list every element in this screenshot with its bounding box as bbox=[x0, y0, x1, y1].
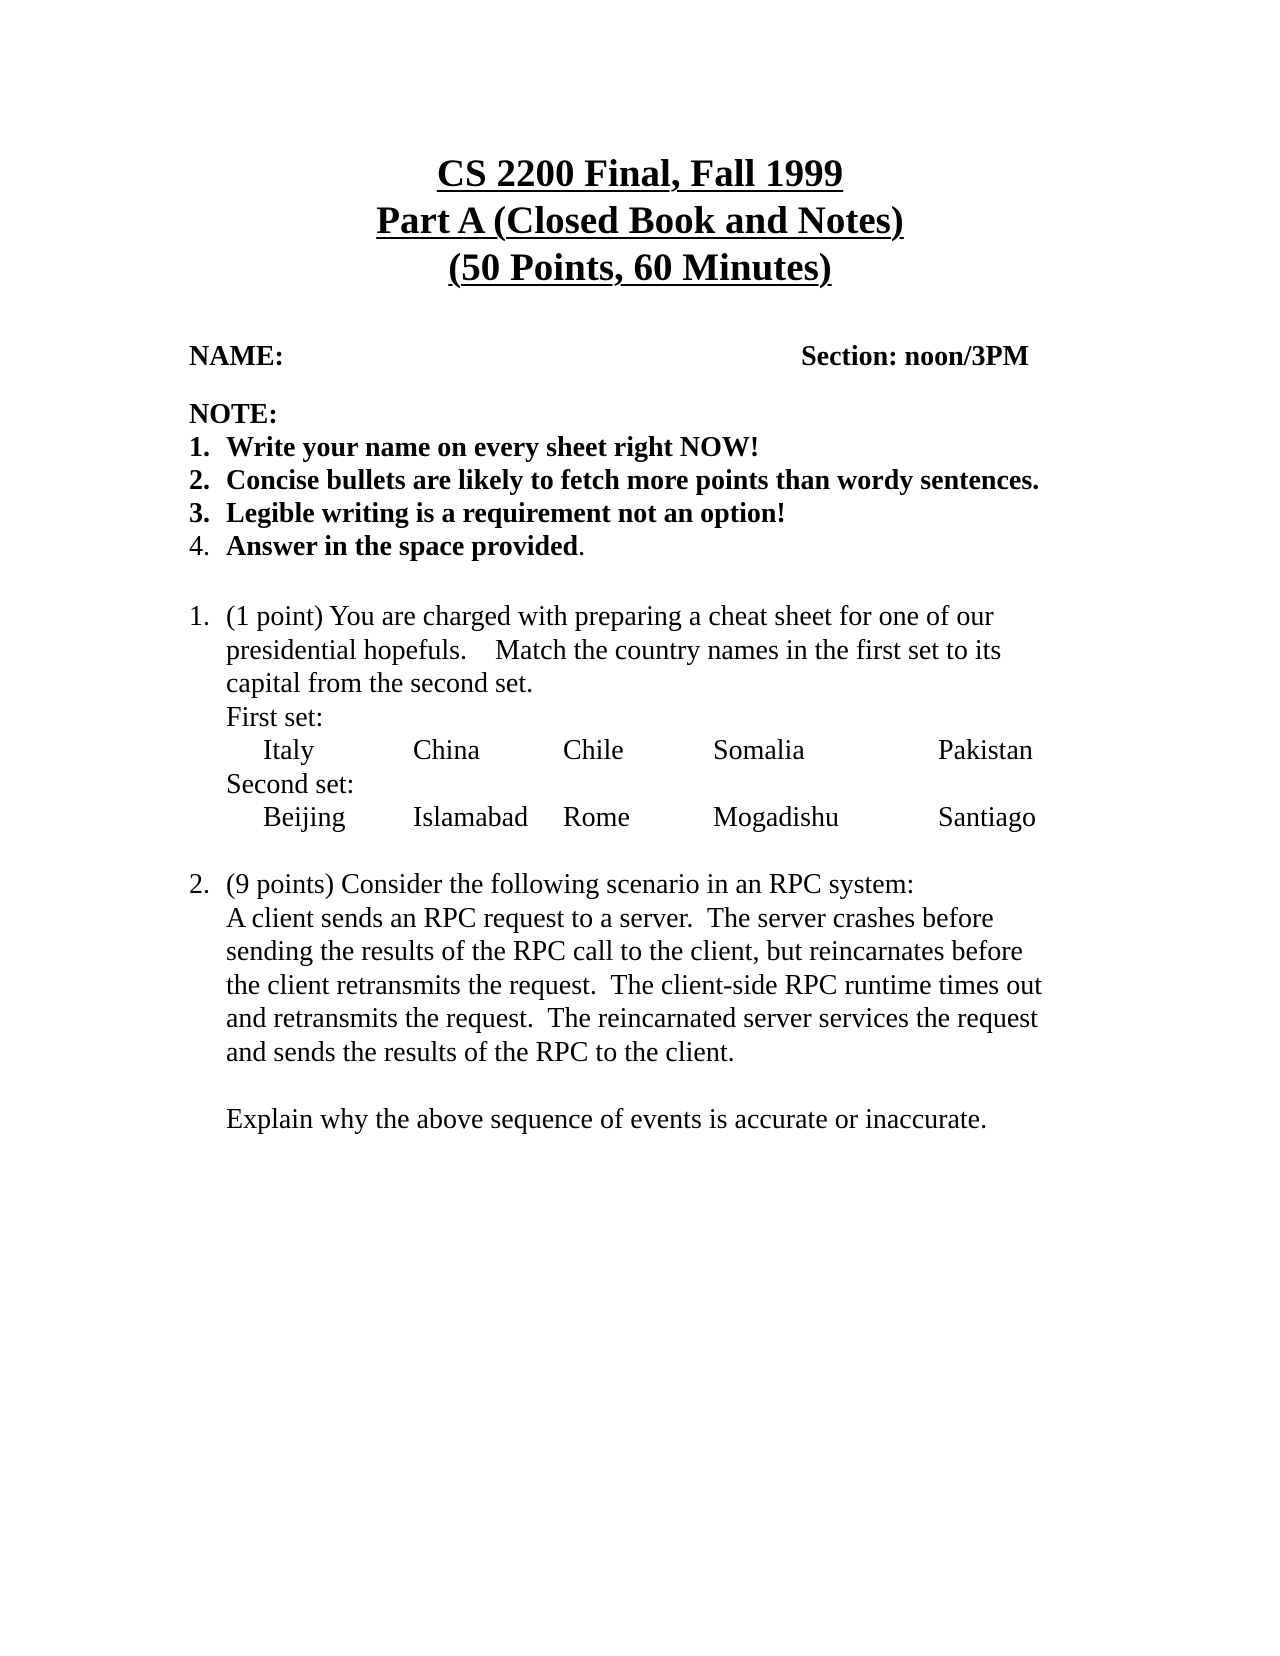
country-item: China bbox=[413, 735, 480, 766]
question-number: 1. bbox=[189, 601, 210, 632]
note-item-number: 1. bbox=[189, 432, 210, 463]
question-text-line: sending the results of the RPC call to the client, but reincarnates before bbox=[226, 936, 1023, 967]
question-body bbox=[226, 600, 1036, 835]
country-item: Chile bbox=[563, 735, 624, 766]
exam-points-time: (50 Points, 60 Minutes) bbox=[448, 246, 832, 289]
question-2 bbox=[189, 868, 1042, 1136]
question-text-line: and retransmits the request. The reincarnated server services the request bbox=[226, 1003, 1038, 1034]
spacer bbox=[226, 1069, 1042, 1103]
first-set-label: First set: bbox=[226, 701, 324, 733]
country-item: Italy bbox=[263, 735, 315, 766]
country-item: Somalia bbox=[713, 735, 805, 766]
second-set-row bbox=[226, 801, 1036, 835]
second-set-label: Second set: bbox=[226, 768, 355, 800]
question-text-line: (1 point) You are charged with preparing a cheat sheet for one of our bbox=[226, 601, 994, 632]
question-number: 2. bbox=[189, 869, 210, 900]
note-item bbox=[189, 431, 1039, 464]
note-item-number: 4. bbox=[189, 531, 210, 562]
question-prompt: Explain why the above sequence of events is accurate or inaccurate. bbox=[226, 1103, 988, 1135]
exam-title: CS 2200 Final, Fall 1999 bbox=[436, 152, 844, 195]
question-1 bbox=[189, 600, 1036, 835]
section-label: Section: noon/3PM bbox=[801, 341, 1029, 372]
question-text-line: presidential hopefuls. Match the country names in the first set to its bbox=[226, 634, 1002, 666]
question-body bbox=[226, 868, 1042, 1136]
note-item-number: 3. bbox=[189, 498, 210, 529]
name-label: NAME: bbox=[189, 341, 284, 372]
question-text-line: A client sends an RPC request to a server. The server crashes before bbox=[226, 902, 994, 934]
capital-item: Islamabad bbox=[413, 802, 529, 833]
question-text-line: and sends the results of the RPC to the client. bbox=[226, 1036, 735, 1068]
capital-item: Rome bbox=[563, 802, 630, 833]
first-set-row bbox=[226, 734, 1033, 768]
exam-header bbox=[0, 150, 1280, 291]
question-text-line: (9 points) Consider the following scenario in an RPC system: bbox=[226, 869, 915, 900]
capital-item: Santiago bbox=[938, 802, 1036, 833]
country-item: Pakistan bbox=[938, 735, 1033, 766]
capital-item: Mogadishu bbox=[713, 802, 839, 833]
note-item bbox=[189, 464, 1039, 497]
note-item-text: Answer in the space provided bbox=[226, 531, 579, 562]
note-item bbox=[189, 530, 1039, 563]
note-item-number: 2. bbox=[189, 465, 210, 496]
note-item-text: Concise bullets are likely to fetch more points than wordy sentences. bbox=[226, 465, 1040, 496]
question-text-line: the client retransmits the request. The client-side RPC runtime times out bbox=[226, 969, 1042, 1001]
note-item bbox=[189, 497, 1039, 530]
capital-item: Beijing bbox=[263, 802, 346, 833]
question-text-line: capital from the second set. bbox=[226, 668, 534, 699]
note-block bbox=[189, 398, 1039, 563]
note-heading: NOTE: bbox=[189, 399, 278, 430]
exam-part: Part A (Closed Book and Notes) bbox=[376, 199, 904, 242]
note-item-text: Write your name on every sheet right NOW! bbox=[226, 432, 760, 463]
note-item-suffix: . bbox=[578, 531, 586, 562]
note-item-text: Legible writing is a requirement not an option! bbox=[226, 498, 786, 529]
